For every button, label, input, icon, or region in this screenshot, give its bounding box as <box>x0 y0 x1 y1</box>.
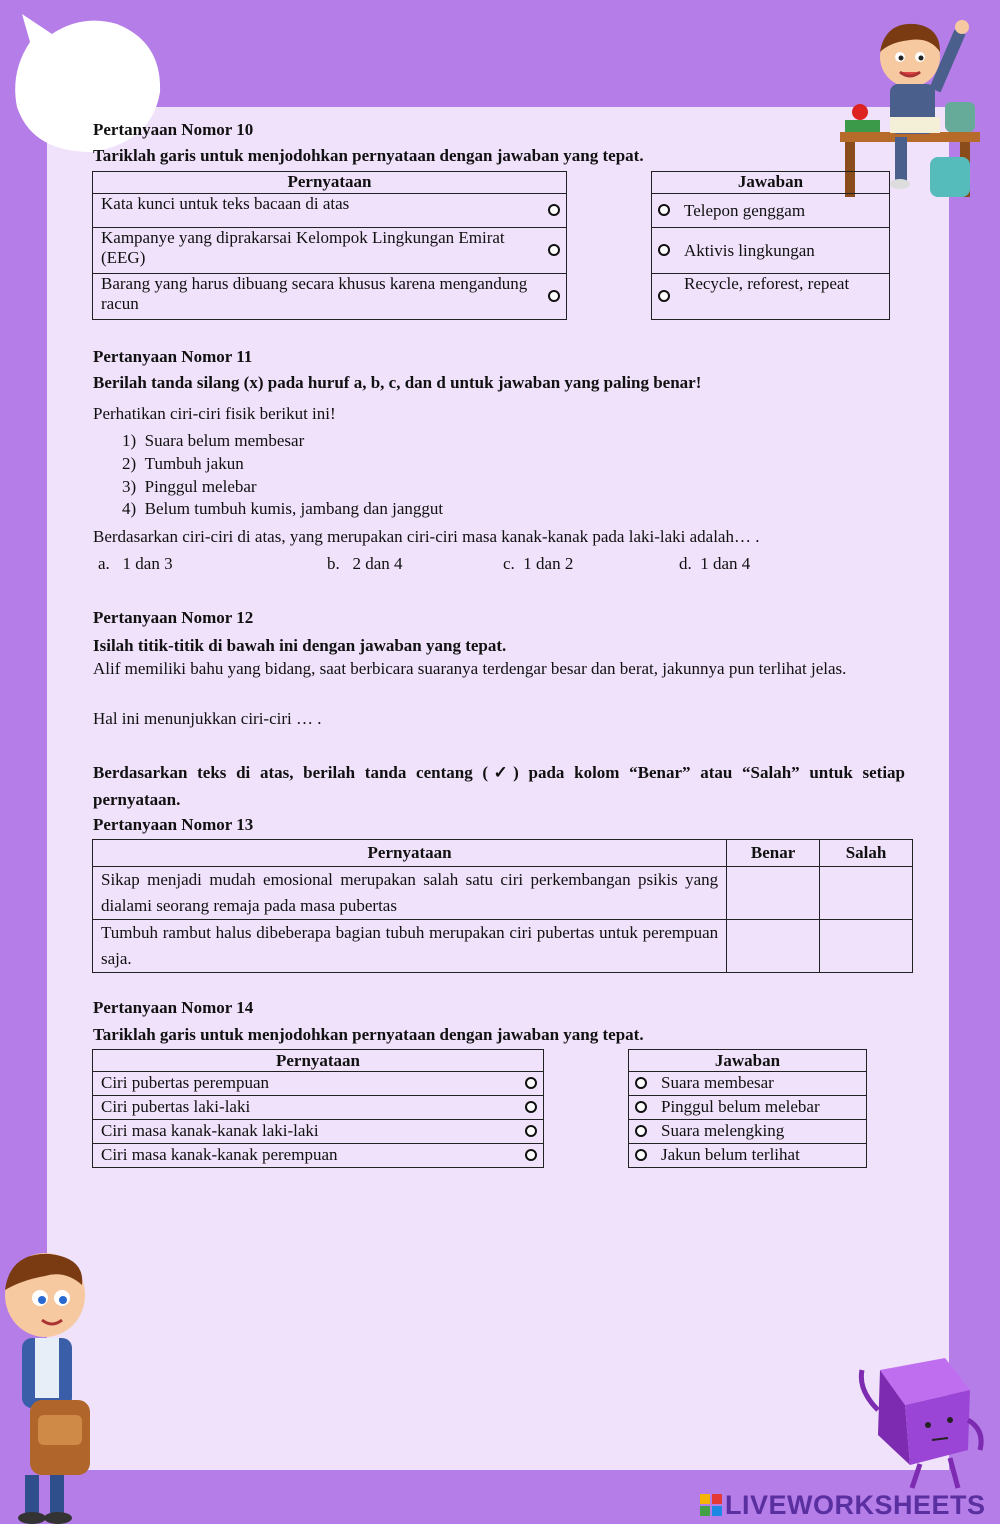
q10-heading: Pertanyaan Nomor 10 <box>93 120 254 139</box>
q10-answer-3: Recycle, reforest, repeat <box>676 274 890 320</box>
q11-item-3 <box>122 476 257 498</box>
q11-item-3-text: Pinggul melebar <box>144 477 257 496</box>
q10-statement-table <box>92 171 567 320</box>
q14-answer-1-dot[interactable] <box>635 1077 647 1089</box>
q11-item-1-num: 1) <box>122 431 137 450</box>
q14-statement-3: Ciri masa kanak-kanak laki-laki <box>93 1120 520 1144</box>
q11-item-4-text: Belum tumbuh kumis, jambang dan janggut <box>144 499 444 518</box>
q13-row-1-false-cell[interactable] <box>820 867 913 920</box>
q14-answer-4-dot[interactable] <box>635 1149 647 1161</box>
q14-heading: Pertanyaan Nomor 14 <box>93 998 254 1017</box>
q10-answer-table <box>651 171 890 320</box>
q13-table <box>92 839 913 973</box>
q13-instruction: Berdasarkan teks di atas, berilah tanda centang (✓) pada kolom “Benar” atau “Salah” untuk setiap pernyataan. <box>93 763 905 809</box>
q14-answer-4: Jakun belum terlihat <box>653 1144 867 1168</box>
q14-statement-3-dot[interactable] <box>525 1125 537 1137</box>
q11-item-1-text: Suara belum membesar <box>144 431 305 450</box>
q10-statement-2: Kampanye yang diprakarsai Kelompok Lingkungan Emirat (EEG) <box>93 228 543 274</box>
q14-answer-2: Pinggul belum melebar <box>653 1096 867 1120</box>
q12-text: Alif memiliki bahu yang bidang, saat berbicara suaranya terdengar besar dan berat, jakunnya pun terlihat jelas. <box>93 659 847 678</box>
q10-instruction: Tariklah garis untuk menjodohkan pernyataan dengan jawaban yang tepat. <box>93 146 644 165</box>
q11-item-4 <box>122 498 443 520</box>
q10-answer-3-dot[interactable] <box>658 290 670 302</box>
q13-col-true: Benar <box>727 840 820 867</box>
q11-option-c-letter: c. <box>503 554 515 573</box>
q10-statement-2-dot[interactable] <box>548 244 560 256</box>
q13-row-1-statement: Sikap menjadi mudah emosional merupakan salah satu ciri perkembangan psikis yang dialami seorang remaja pada masa pubertas <box>93 867 727 920</box>
q11-heading: Pertanyaan Nomor 11 <box>93 347 253 366</box>
q11-instruction: Berilah tanda silang (x) pada huruf a, b, c, dan d untuk jawaban yang paling benar! <box>93 373 702 392</box>
q13-row-2-false-cell[interactable] <box>820 920 913 973</box>
q11-option-b-letter: b. <box>327 554 340 573</box>
q13-col-false: Salah <box>820 840 913 867</box>
schoolboy-illustration <box>0 1250 115 1524</box>
q10-statement-3-dot[interactable] <box>548 290 560 302</box>
q14-answer-table <box>628 1049 867 1168</box>
q11-item-2-text: Tumbuh jakun <box>144 454 244 473</box>
q11-intro: Perhatikan ciri-ciri fisik berikut ini! <box>93 404 336 423</box>
q11-option-d-letter: d. <box>679 554 692 573</box>
q14-statement-table <box>92 1049 544 1168</box>
q13-heading: Pertanyaan Nomor 13 <box>93 815 254 834</box>
q14-statement-2-dot[interactable] <box>525 1101 537 1113</box>
q11-option-b[interactable] <box>327 553 403 575</box>
q11-option-a-text: 1 dan 3 <box>122 554 173 573</box>
q14-instruction: Tariklah garis untuk menjodohkan pernyataan dengan jawaban yang tepat. <box>93 1025 644 1044</box>
q13-col-statement: Pernyataan <box>93 840 727 867</box>
q13-row-2-statement: Tumbuh rambut halus dibeberapa bagian tubuh merupakan ciri pubertas untuk perempuan saja. <box>93 920 727 973</box>
q13-row-2-true-cell[interactable] <box>727 920 820 973</box>
q11-question: Berdasarkan ciri-ciri di atas, yang merupakan ciri-ciri masa kanak-kanak pada laki-laki adalah… . <box>93 527 760 546</box>
q14-statement-4-dot[interactable] <box>525 1149 537 1161</box>
liveworksheets-logo <box>700 1490 986 1521</box>
q14-statement-1-dot[interactable] <box>525 1077 537 1089</box>
q10-answer-1-dot[interactable] <box>658 204 670 216</box>
liveworksheets-logo-icon <box>700 1492 722 1514</box>
q11-option-d-text: 1 dan 4 <box>700 554 751 573</box>
q11-option-a[interactable] <box>98 553 173 575</box>
q14-statement-4: Ciri masa kanak-kanak perempuan <box>93 1144 520 1168</box>
q10-answer-2-dot[interactable] <box>658 244 670 256</box>
q11-item-3-num: 3) <box>122 477 137 496</box>
q14-answer-3: Suara melengking <box>653 1120 867 1144</box>
q11-item-4-num: 4) <box>122 499 137 518</box>
q10-statement-3: Barang yang harus dibuang secara khusus karena mengandung racun <box>93 274 543 320</box>
q13-row-1-true-cell[interactable] <box>727 867 820 920</box>
q10-answer-1: Telepon genggam <box>676 194 890 228</box>
q14-statement-2: Ciri pubertas laki-laki <box>93 1096 520 1120</box>
q14-statement-1: Ciri pubertas perempuan <box>93 1072 520 1096</box>
q11-item-2 <box>122 453 244 475</box>
q14-answer-3-dot[interactable] <box>635 1125 647 1137</box>
q12-prompt[interactable]: Hal ini menunjukkan ciri-ciri … . <box>93 709 322 728</box>
purple-cube-character <box>850 1350 990 1490</box>
q12-heading: Pertanyaan Nomor 12 <box>93 608 254 627</box>
q11-item-2-num: 2) <box>122 454 137 473</box>
q14-answer-2-dot[interactable] <box>635 1101 647 1113</box>
q10-answer-header: Jawaban <box>652 172 890 194</box>
q11-option-a-letter: a. <box>98 554 110 573</box>
q14-answer-1: Suara membesar <box>653 1072 867 1096</box>
q11-item-1 <box>122 430 304 452</box>
q12-instruction: Isilah titik-titik di bawah ini dengan jawaban yang tepat. <box>93 636 507 655</box>
q14-answer-header: Jawaban <box>629 1050 867 1072</box>
q10-statement-1: Kata kunci untuk teks bacaan di atas <box>93 194 543 228</box>
q11-option-c[interactable] <box>503 553 573 575</box>
q11-option-c-text: 1 dan 2 <box>523 554 574 573</box>
q11-option-d[interactable] <box>679 553 750 575</box>
liveworksheets-logo-text: LIVEWORKSHEETS <box>725 1490 986 1520</box>
q10-statement-1-dot[interactable] <box>548 204 560 216</box>
q11-option-b-text: 2 dan 4 <box>352 554 403 573</box>
q10-answer-2: Aktivis lingkungan <box>676 228 890 274</box>
q10-statement-header: Pernyataan <box>93 172 567 194</box>
q14-statement-header: Pernyataan <box>93 1050 544 1072</box>
